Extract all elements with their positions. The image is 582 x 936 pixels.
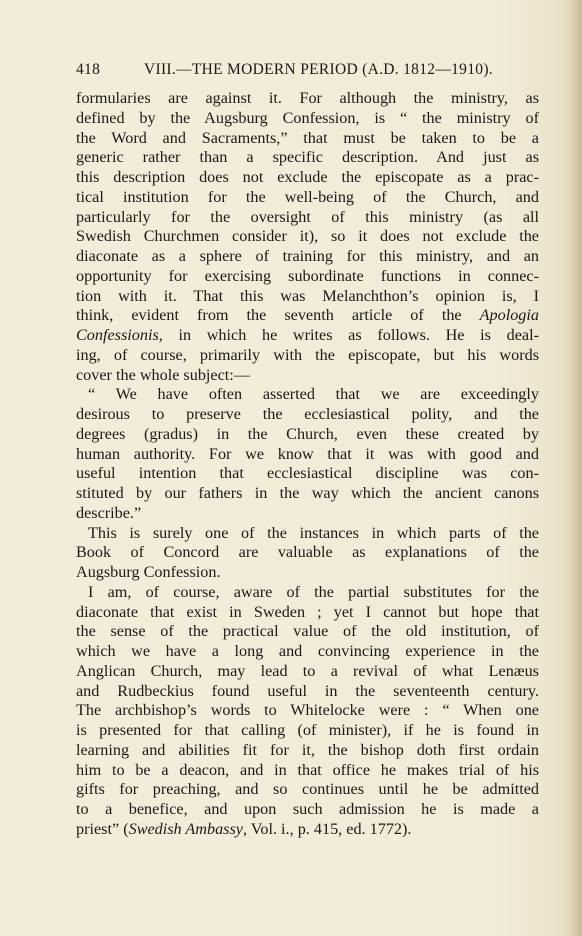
text-line — [76, 306, 539, 326]
running-header — [76, 61, 546, 83]
text-line: diaconate as a sphere of training for this ministry, and an — [76, 247, 539, 265]
text-line: the Word and Sacraments,” that must be taken to be a — [76, 128, 539, 147]
text-line: the sense of the practical value of the old institution, of — [76, 622, 539, 641]
text-line: Anglican Church, may lead to a revival of what Lenæus — [76, 661, 539, 680]
text-line: Augsburg Confession. — [76, 563, 221, 581]
text-line: which we have a long and convincing experience in the — [76, 642, 539, 660]
text-line — [76, 820, 539, 840]
text-line: opportunity for exercising subordinate functions in connec- — [76, 266, 539, 285]
text-line: gifts for preaching, and so continues until he be admitted — [76, 780, 539, 799]
text-line: useful intention that ecclesiastical discipline was con- — [76, 464, 539, 483]
text-line: diaconate that exist in Sweden ; yet I cannot but hope that — [76, 602, 539, 621]
italic-title: Swedish Ambassy — [128, 819, 243, 838]
text-segment: , in which he writes as follows. He is deal- — [158, 326, 539, 344]
text-line: defined by the Augsburg Confession, is “ the ministry of — [76, 108, 539, 127]
text-line: and Rudbeckius found useful in the seventeenth century. — [76, 681, 539, 700]
text-line: human authority. For we know that it was with good and — [76, 444, 539, 463]
text-line: is presented for that calling (of minister), if he is found in — [76, 721, 539, 739]
text-line: this description does not exclude the episcopate as a prac- — [76, 168, 539, 186]
text-line: formularies are against it. For although the ministry, as — [76, 89, 539, 107]
text-line: generic rather than a specific description. And just as — [76, 148, 539, 167]
text-line: particularly for the oversight of this ministry (as all — [76, 207, 539, 226]
text-line: desirous to preserve the ecclesiastical polity, and the — [76, 405, 539, 423]
text-line: The archbishop’s words to Whitelocke were : “ When one — [76, 701, 539, 720]
text-line: This is surely one of the instances in which parts of the — [88, 523, 539, 542]
text-line: him to be a deacon, and in that office he makes trial of his — [76, 760, 539, 779]
page-edge-shadow — [568, 0, 582, 936]
text-segment: think, evident from the seventh article of the — [76, 306, 480, 325]
text-segment: priest” ( — [76, 819, 129, 838]
text-line: tion with it. That this was Melanchthon’s opinion is, I — [76, 286, 539, 305]
italic-title: Apologia — [479, 306, 539, 325]
text-line: Swedish Churchmen consider it), so it does not exclude the — [76, 227, 539, 246]
text-line: tical institution for the well-being of the Church, and — [76, 187, 539, 206]
text-segment: , Vol. i., p. 415, ed. 1772). — [242, 819, 412, 838]
text-line: learning and abilities fit for it, the bishop doth first ordain — [76, 740, 539, 759]
body-text — [76, 89, 539, 840]
text-line: stituted by our fathers in the way which the ancient canons — [76, 484, 539, 502]
text-line: cover the whole subject:— — [76, 365, 250, 384]
text-line: ing, of course, primarily with the episcopate, but his words — [76, 345, 539, 364]
page-number: 418 — [76, 61, 101, 78]
text-line: I am, of course, aware of the partial substitutes for the — [88, 582, 539, 601]
text-line: degrees (gradus) in the Church, even these created by — [76, 424, 539, 443]
text-line: “ We have often asserted that we are exceedingly — [88, 385, 539, 404]
text-line: describe.” — [76, 503, 142, 522]
text-line: to a benefice, and upon such admission he is made a — [76, 800, 539, 818]
running-title: VIII.—THE MODERN PERIOD (A.D. 1812—1910). — [144, 61, 493, 78]
text-line — [76, 326, 539, 346]
italic-title: Confessionis — [76, 326, 159, 344]
text-line: Book of Concord are valuable as explanations of the — [76, 543, 539, 562]
